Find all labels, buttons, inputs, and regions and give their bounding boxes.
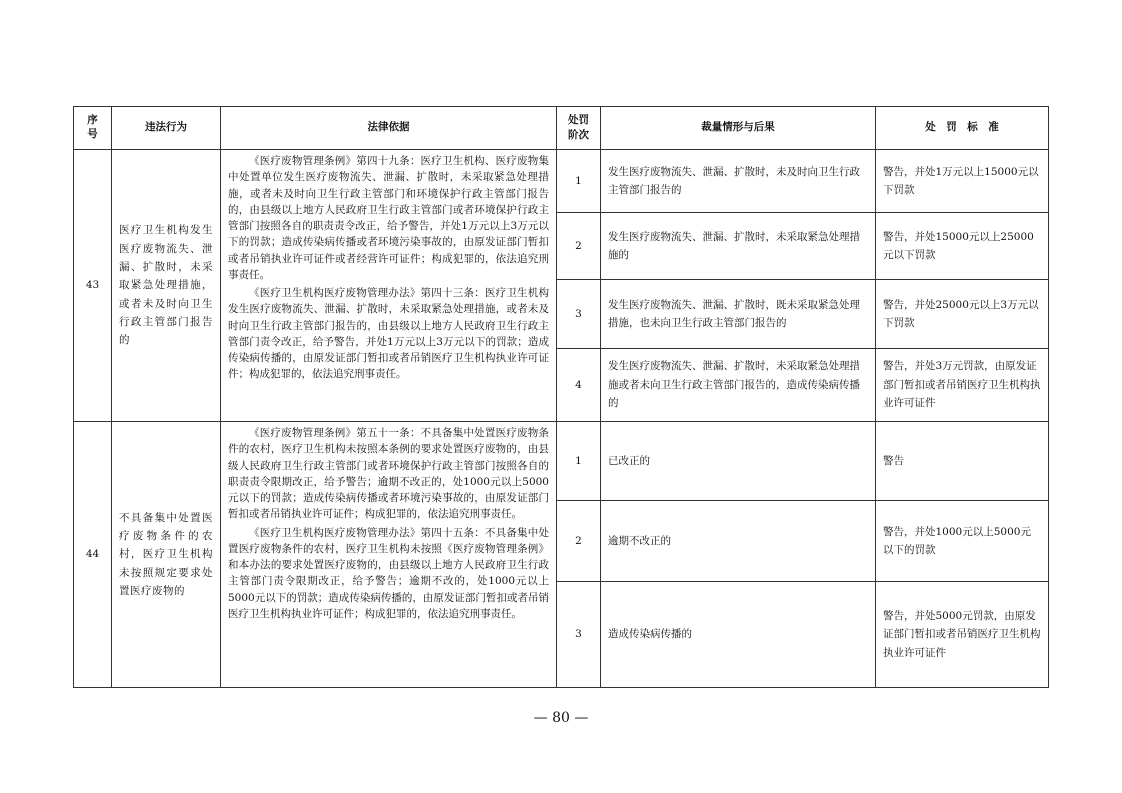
row-act: 不具备集中处置医疗废物条件的农村，医疗卫生机构未按照规定要求处置医疗废物的	[112, 422, 221, 688]
basis-paragraph: 《医疗卫生机构医疗废物管理办法》第四十三条：医疗卫生机构发生医疗废物流失、泄漏、扩散时，未采取紧急处理措施，或者未及时向卫生行政主管部门报告的，由县级以上地方人民政府卫生行政主管部门责令改正，给予警告，并处1万元以上3万元以下的罚款；造成传染病传播的，由原发证部门暂扣或者吊销医疗卫生机构执业许可证件；构成犯罪的，依法追究刑事责任。	[228, 287, 549, 381]
level-step: 3	[557, 280, 601, 349]
header-circumstance: 裁量情形与后果	[601, 107, 876, 150]
header-act: 违法行为	[112, 107, 221, 150]
level-circumstance: 造成传染病传播的	[601, 582, 876, 688]
page-number: — 80 —	[533, 710, 589, 726]
level-standard: 警告，并处1000元以上5000元以下的罚款	[876, 501, 1049, 582]
header-step: 处罚阶次	[557, 107, 601, 150]
basis-paragraph: 《医疗废物管理条例》第五十一条：不具备集中处置医疗废物条件的农村，医疗卫生机构未按照本条例的要求处置医疗废物的，由县级人民政府卫生行政主管部门或者环境保护行政主管部门按照各自的职责责令限期改正，给予警告；逾期不改正的，处1000元以上5000元以下的罚款；造成传染病传播或者环境污染事故的，由原发证部门暂扣或者吊销执业许可证件；构成犯罪的，依法追究刑事责任。	[228, 427, 549, 521]
level-circumstance: 发生医疗废物流失、泄漏、扩散时，未及时向卫生行政主管部门报告的	[601, 150, 876, 213]
table-header-row	[74, 107, 1049, 150]
level-step: 2	[557, 213, 601, 280]
level-step: 2	[557, 501, 601, 582]
level-standard: 警告	[876, 422, 1049, 501]
level-standard: 警告，并处3万元罚款，由原发证部门暂扣或者吊销医疗卫生机构执业许可证件	[876, 349, 1049, 422]
level-circumstance: 逾期不改正的	[601, 501, 876, 582]
row-basis	[221, 150, 557, 422]
level-standard: 警告，并处1万元以上15000元以下罚款	[876, 150, 1049, 213]
table-row	[74, 150, 1049, 213]
table-row	[74, 422, 1049, 501]
level-circumstance: 发生医疗废物流失、泄漏、扩散时，未采取紧急处理措施或者未向卫生行政主管部门报告的，造成传染病传播的	[601, 349, 876, 422]
basis-paragraph: 《医疗废物管理条例》第四十九条：医疗卫生机构、医疗废物集中处置单位发生医疗废物流失、泄漏、扩散时，未采取紧急处理措施，或者未及时向卫生行政主管部门和环境保护行政主管部门报告的，由县级以上地方人民政府卫生行政主管部门或者环境保护行政主管部门按照各自的职责责令改正，给予警告，并处1万元以上3万元以下的罚款；造成传染病传播或者环境污染事故的，由原发证部门暂扣或者吊销执业许可证件或者经营许可证件；构成犯罪的，依法追究刑事责任。	[228, 155, 549, 281]
row-seq: 43	[74, 150, 112, 422]
header-basis: 法律依据	[221, 107, 557, 150]
basis-paragraph: 《医疗卫生机构医疗废物管理办法》第四十五条：不具备集中处置医疗废物条件的农村，医疗卫生机构未按照《医疗废物管理条例》和本办法的要求处置医疗废物的，由县级以上地方人民政府卫生行政主管部门责令限期改正，给予警告；逾期不改的，处1000元以上5000元以下的罚款；造成传染病传播的，由原发证部门暂扣或者吊销医疗卫生机构执业许可证件；构成犯罪的，依法追究刑事责任。	[228, 526, 549, 620]
level-standard: 警告，并处15000元以上25000元以下罚款	[876, 213, 1049, 280]
level-step: 1	[557, 150, 601, 213]
level-standard: 警告，并处5000元罚款，由原发证部门暂扣或者吊销医疗卫生机构执业许可证件	[876, 582, 1049, 688]
header-standard: 处 罚 标 准	[876, 107, 1049, 150]
level-circumstance: 发生医疗废物流失、泄漏、扩散时，未采取紧急处理措施的	[601, 213, 876, 280]
level-step: 3	[557, 582, 601, 688]
row-seq: 44	[74, 422, 112, 688]
row-act: 医疗卫生机构发生医疗废物流失、泄漏、扩散时，未采取紧急处理措施，或者未及时向卫生行政主管部门报告的	[112, 150, 221, 422]
level-standard: 警告，并处25000元以上3万元以下罚款	[876, 280, 1049, 349]
level-circumstance: 已改正的	[601, 422, 876, 501]
level-circumstance: 发生医疗废物流失、泄漏、扩散时，既未采取紧急处理措施，也未向卫生行政主管部门报告的	[601, 280, 876, 349]
level-step: 4	[557, 349, 601, 422]
header-seq: 序号	[74, 107, 112, 150]
penalty-table	[73, 106, 1049, 688]
level-step: 1	[557, 422, 601, 501]
row-basis	[221, 422, 557, 688]
